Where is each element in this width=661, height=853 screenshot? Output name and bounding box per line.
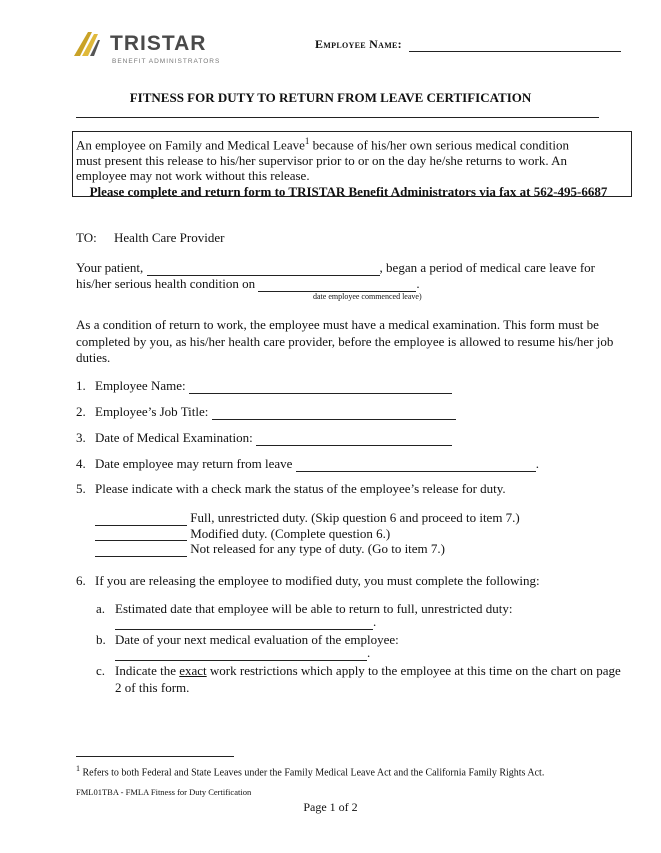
patient-period: . [416, 276, 420, 291]
item-1-employee-name-field[interactable] [189, 379, 452, 394]
item-2-job-title-field[interactable] [212, 405, 456, 420]
item-label: Employee Name: [95, 378, 186, 393]
notice-text-1b: because of his/her own serious medical condition [309, 137, 569, 153]
release-option-full [95, 510, 520, 526]
item-6a-field-row: . [115, 614, 376, 630]
leave-start-date-field[interactable] [258, 277, 416, 292]
release-options [95, 510, 520, 557]
condition-line-3: duties. [76, 350, 111, 365]
release-none-check-field[interactable] [95, 542, 187, 557]
item-number: 2. [76, 404, 86, 419]
footnote-rule [76, 756, 234, 757]
form-title: FITNESS FOR DUTY TO RETURN FROM LEAVE CERTIFICATION [129, 90, 532, 105]
item-6 [76, 573, 540, 589]
sub-letter: a. [96, 601, 106, 616]
release-option-label: Modified duty. (Complete question 6.) [190, 525, 391, 541]
item-label: Date of Medical Examination: [95, 430, 253, 445]
item-6b-field-row: . [115, 645, 370, 661]
item-number: 5. [76, 481, 86, 496]
sub-letter: c. [96, 663, 106, 678]
logo-tagline: BENEFIT ADMINISTRATORS [112, 58, 221, 65]
to-line [76, 230, 224, 246]
item-label: Please indicate with a check mark the status of the employee’s release for duty. [95, 481, 506, 496]
item-label: Employee’s Job Title: [95, 404, 209, 419]
condition-line-2: completed by you, as his/her health care provider, before the employee is allowed to resume his/her job [76, 333, 614, 349]
item-number: 4. [76, 456, 86, 471]
condition-line-1: As a condition of return to work, the employee must have a medical examination. This form must be [76, 317, 599, 332]
notice-text-2: must present this release to his/her supervisor prior to or on the day he/she returns to work. An [76, 152, 568, 168]
page-number: Page 1 of 2 [303, 800, 358, 814]
patient-middle: , began a period of medical care leave for [379, 260, 596, 275]
sub-letter: b. [96, 632, 106, 647]
logo-mark-icon [72, 30, 106, 60]
release-full-check-field[interactable] [95, 511, 187, 526]
sub-text: Date of your next medical evaluation of the employee: [115, 632, 399, 647]
sub-text-post: work restrictions which apply to the employee at this time on the chart on page [206, 663, 621, 678]
header-employee-name [315, 37, 621, 52]
employee-name-field[interactable] [409, 37, 621, 52]
patient-line2-text: his/her serious health condition on [76, 276, 256, 291]
patient-line-1 [76, 260, 595, 276]
item-1 [76, 378, 452, 394]
item-number: 1. [76, 378, 86, 393]
item-3-exam-date-field[interactable] [256, 431, 452, 446]
release-option-not-released [95, 541, 520, 557]
item-4-return-date-field[interactable] [296, 457, 536, 472]
item-4: 4. Date employee may return from leave . [76, 456, 539, 471]
notice-sup: 1 [304, 136, 310, 146]
sub-text: Estimated date that employee will be able to return to full, unrestricted duty: [115, 601, 513, 616]
release-option-modified [95, 526, 520, 542]
item-5 [76, 481, 506, 497]
notice-box [72, 131, 632, 197]
notice-fax-instruction: Please complete and return form to TRISTAR Benefit Administrators via fax at 562-495-6687 [89, 183, 608, 199]
footnote-text: Refers to both Federal and State Leaves under the Family Medical Leave Act and the California Family Rights Act. [82, 767, 545, 779]
patient-prefix: Your patient, [76, 260, 144, 275]
employee-name-label: Employee Name: [315, 37, 402, 51]
patient-name-field[interactable] [147, 261, 380, 276]
to-label: TO: [76, 230, 97, 245]
item-number: 6. [76, 573, 86, 588]
item-number: 3. [76, 430, 86, 445]
full-duty-date-field[interactable] [115, 615, 373, 630]
item-label: Date employee may return from leave [95, 456, 293, 471]
footnote-sup: 1 [76, 764, 80, 773]
release-option-label: Not released for any type of duty. (Go to item 7.) [190, 541, 446, 556]
form-id: FML01TBA - FMLA Fitness for Duty Certification [76, 787, 252, 797]
item-label: If you are releasing the employee to modified duty, you must complete the following: [95, 573, 540, 588]
leave-date-caption: date employee commenced leave) [313, 292, 422, 301]
footnote [76, 764, 544, 778]
item-3 [76, 430, 452, 446]
next-evaluation-date-field[interactable] [115, 646, 367, 661]
item-2 [76, 404, 456, 420]
release-option-label: Full, unrestricted duty. (Skip question 6 and proceed to item 7.) [190, 510, 520, 525]
condition-paragraph [76, 317, 613, 367]
notice-text-1: An employee on Family and Medical Leave [76, 137, 305, 153]
notice-text-3: employee may not work without this release. [76, 168, 310, 184]
to-value: Health Care Provider [113, 230, 225, 245]
release-modified-check-field[interactable] [95, 526, 187, 541]
item-6c [96, 663, 621, 696]
company-logo [72, 30, 222, 70]
sub-text-line2: 2 of this form. [115, 679, 190, 695]
title-rule [76, 117, 599, 118]
sub-text-pre: Indicate the [115, 663, 180, 678]
patient-line-2 [76, 276, 420, 292]
sub-text-underlined: exact [179, 663, 207, 678]
logo-name: TRISTAR [110, 32, 207, 55]
